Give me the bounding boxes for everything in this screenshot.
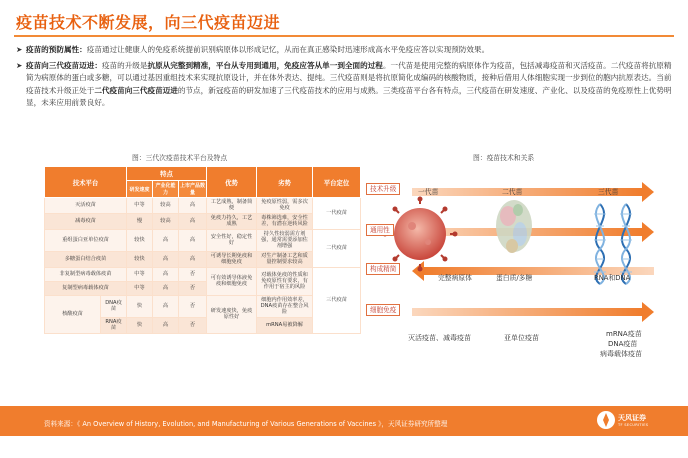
arrow-bullet-icon: ➤	[16, 61, 23, 71]
label-inactivated: 灭活疫苗、减毒疫苗	[408, 334, 471, 342]
label-subunit: 亚单位疫苗	[504, 334, 539, 342]
bullet-text: 。一代苗是使用完整的病原体作为疫苗，包括减毒疫苗和灭活疫苗。二代疫苗将抗原精简为病原体的蛋白或多糖，可以通过基因重组技术来实现抗原设计，并在体外表达、提纯。三代疫苗则是将抗原简化成编码的核酸物质，接种后借用人体细胞实现一步到位的胞内抗原表达。当前疫苗技术升级正处于	[26, 61, 672, 95]
header-dev-speed: 研发速度	[127, 181, 153, 198]
cell-market: 否	[179, 317, 207, 333]
title-divider	[14, 35, 674, 37]
arrow-right-icon	[412, 222, 654, 242]
cell-platform: 复制型病毒载体疫苗	[45, 281, 127, 295]
cell-cons: 对生产制备工艺和质量控制要求较高	[257, 251, 313, 267]
label-gen1: 一代苗	[418, 188, 439, 196]
cell-pros: 研发速度快，免疫原性好	[207, 295, 257, 333]
cell-cons: 细胞内作用效率差，DNA疫苗存在整合风险	[257, 295, 313, 317]
cell-cons: 对载体免疫的性质和免疫原性有要求，有作用于宿主的风险	[257, 267, 313, 295]
cell-nucleic-group: 核酸疫苗	[45, 295, 101, 333]
cell-capacity: 高	[153, 295, 179, 317]
header-capacity: 产业化能力	[153, 181, 179, 198]
cell-pros: 工艺成熟，制备简便	[207, 198, 257, 214]
cell-speed: 较快	[127, 229, 153, 251]
diagram-caption: 图：疫苗技术和关系	[473, 154, 535, 162]
vaccine-tech-diagram	[362, 164, 674, 394]
label-dna: DNA疫苗	[608, 340, 638, 348]
cell-platform: RNA疫苗	[101, 317, 127, 333]
cell-speed: 中等	[127, 267, 153, 281]
arrow-bullet-icon: ➤	[16, 45, 23, 54]
label-whole-pathogen: 完整病原体	[438, 274, 472, 282]
header-cons: 劣势	[257, 167, 313, 198]
arrow-right-icon	[412, 302, 654, 322]
tag-generality: 通用性	[366, 224, 394, 236]
protein-icon	[496, 200, 532, 253]
logo-text: 天风证券	[618, 414, 646, 422]
bullet-lead: 疫苗向三代疫苗迈进：	[26, 61, 102, 71]
cell-pros: 安全性好，稳定性好	[207, 229, 257, 251]
cell-capacity: 高	[153, 267, 179, 281]
cell-speed: 慢	[127, 213, 153, 229]
bullet-text: 的节点，新冠疫苗的研发加速了三代疫苗技术的应用与成熟。三类疫苗平台各有特点，三代疫苗在研发速度、产业化、以及疫苗的免疫原性上优势明显，未来应用前景良好。	[26, 85, 672, 107]
cell-capacity: 较高	[153, 198, 179, 214]
cell-generation: 二代疫苗	[313, 229, 361, 267]
cell-speed: 中等	[127, 198, 153, 214]
label-rna-dna: RNA和DNA	[594, 274, 631, 282]
tag-tech-upgrade: 技术升级	[366, 183, 400, 195]
cell-capacity: 较高	[153, 213, 179, 229]
table-caption: 图：三代次疫苗技术平台及特点	[132, 154, 228, 162]
cell-pros: 可诱导长期免疫和细胞免疫	[207, 251, 257, 267]
page-title: 疫苗技术不断发展，向三代疫苗迈进	[16, 13, 281, 32]
label-mrna: mRNA疫苗	[606, 330, 642, 338]
bullet-text: 疫苗的升级是	[101, 61, 148, 71]
cell-pros: 免疫力持久，工艺成熟	[207, 213, 257, 229]
source-note: 资料来源：《 An Overview of History, Evolution, and Manufacturing of Various Generations of Vaccines 》，天风证券研究所整理	[44, 420, 448, 428]
cell-platform: 非复制型病毒载体疫苗	[45, 267, 127, 281]
bullet-preventive	[16, 44, 672, 56]
cell-generation: 一代疫苗	[313, 198, 361, 230]
logo-mark-icon	[596, 410, 616, 430]
cell-market: 高	[179, 213, 207, 229]
header-market: 上市产品数量	[179, 181, 207, 198]
cell-pros: 可有效诱导体液免疫和细胞免疫	[207, 267, 257, 295]
cell-cons: 毒株筛选难，安全性差，有潜在逆转风险	[257, 213, 313, 229]
cell-generation: 三代疫苗	[313, 267, 361, 333]
cell-capacity: 高	[153, 251, 179, 267]
bullet-text: 疫苗通过让健康人的免疫系统提前识别病原体以形成记忆，从而在真正感染时迅速形成高水平免疫应答以实现预防效果。	[86, 45, 490, 54]
cell-speed: 快	[127, 295, 153, 317]
bullet-bold: 抗原从完整到精准，平台从专用到通用，免疫应答从单一到全面的过程	[147, 61, 383, 71]
cell-platform: 减毒疫苗	[45, 213, 127, 229]
table-row	[45, 267, 361, 281]
cell-platform: 重组蛋白亚单位疫苗	[45, 229, 127, 251]
cell-market: 否	[179, 267, 207, 281]
vaccine-platform-table	[44, 166, 361, 334]
cell-market: 高	[179, 251, 207, 267]
header-features: 特点	[127, 167, 207, 181]
cell-cons: 持久性较弱需方剂强，通常需要添加佐剂增强	[257, 229, 313, 251]
tag-cell-immunity: 细胞免疫	[366, 304, 400, 316]
cell-capacity: 高	[153, 281, 179, 295]
cell-speed: 较快	[127, 251, 153, 267]
label-gen3: 三代苗	[598, 188, 619, 196]
brand-logo	[596, 410, 666, 432]
tag-simplified: 构成精简	[366, 263, 400, 275]
header-pros: 优势	[207, 167, 257, 198]
cell-speed: 快	[127, 317, 153, 333]
cell-platform: DNA疫苗	[101, 295, 127, 317]
cell-speed: 中等	[127, 281, 153, 295]
intro-bullets	[16, 44, 672, 113]
label-viral-vector: 病毒载体疫苗	[600, 350, 642, 358]
label-gen2: 二代苗	[502, 188, 523, 196]
table-row	[45, 229, 361, 251]
table-row	[45, 198, 361, 214]
header-platform: 技术平台	[45, 167, 127, 198]
cell-market: 高	[179, 229, 207, 251]
logo-subtext: TF SECURITIES	[618, 423, 649, 427]
cell-cons: mRNA易被降解	[257, 317, 313, 333]
cell-capacity: 高	[153, 317, 179, 333]
cell-platform: 多糖蛋白结合疫苗	[45, 251, 127, 267]
bullet-generations	[16, 60, 672, 109]
label-protein: 蛋白质/多糖	[496, 274, 533, 282]
cell-market: 高	[179, 198, 207, 214]
cell-market: 否	[179, 295, 207, 317]
cell-platform: 灭活疫苗	[45, 198, 127, 214]
cell-market: 否	[179, 281, 207, 295]
bullet-lead: 疫苗的预防属性：	[26, 45, 87, 54]
header-generation: 平台定位	[313, 167, 361, 198]
cell-capacity: 高	[153, 229, 179, 251]
bullet-bold: 二代疫苗向三代疫苗迈进	[94, 85, 178, 95]
cell-cons: 免疫原性弱，需多次免疫	[257, 198, 313, 214]
